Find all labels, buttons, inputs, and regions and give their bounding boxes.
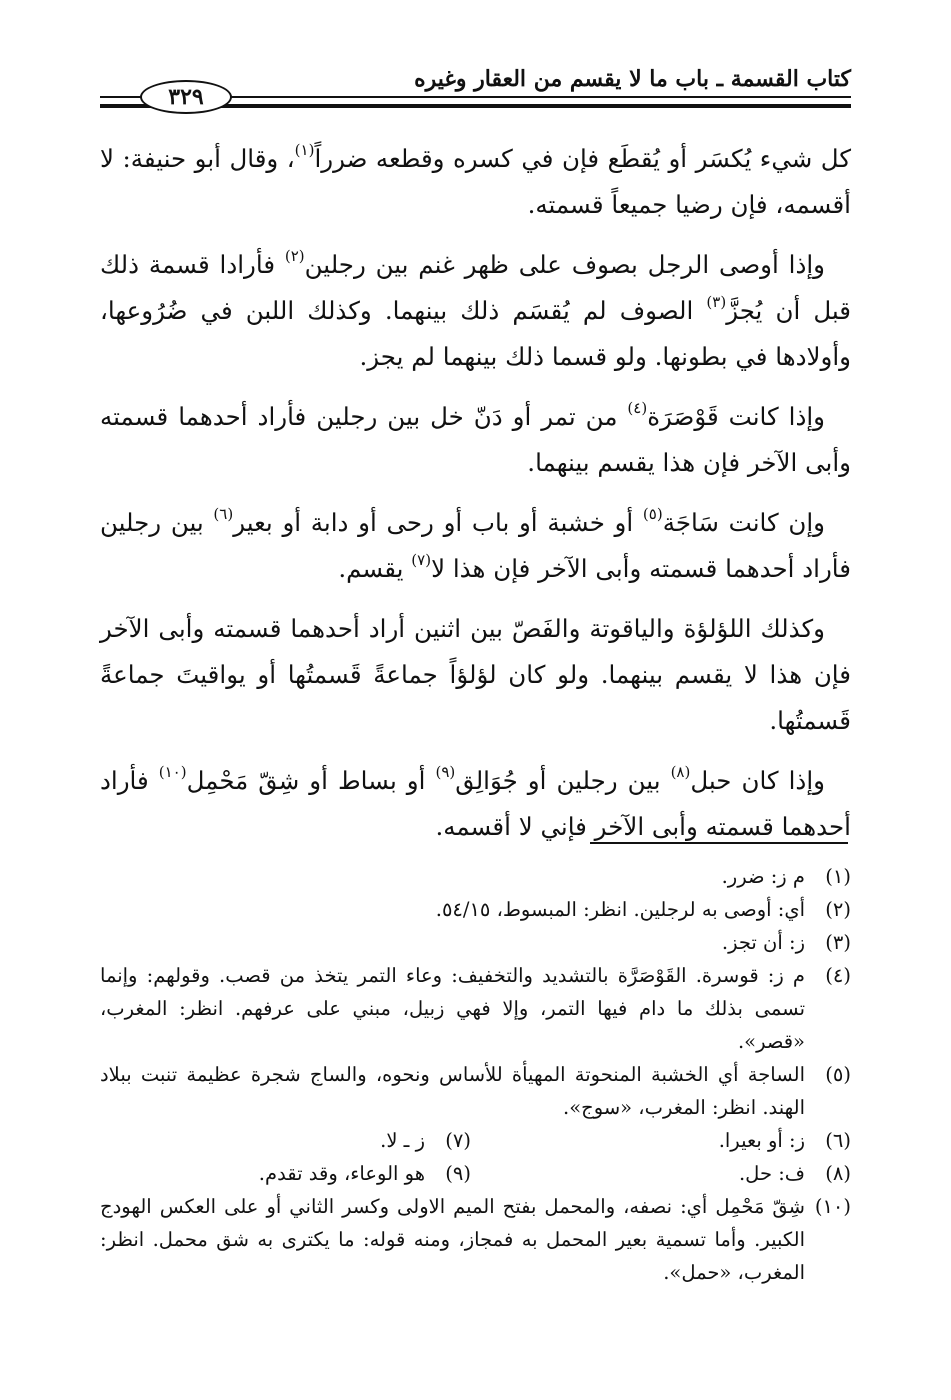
footnote-number: (٩) — [445, 1162, 471, 1185]
footnote-number: (١٠) — [814, 1195, 851, 1218]
footnote-ref-7: (٧) — [411, 551, 432, 569]
footnote-text: هو الوعاء، وقد تقدم. — [258, 1162, 425, 1185]
text-run: وإذا كان حبل — [690, 766, 825, 795]
text-run: وإن كانت سَاجَة — [662, 508, 825, 537]
footnote-ref-8: (٨) — [670, 763, 691, 781]
text-run: يقسم. — [338, 554, 412, 583]
footnote-text: ز: أو بعيرا. — [718, 1129, 805, 1152]
paragraph-5 — [100, 606, 851, 744]
footnote-ref-2: (٢) — [284, 247, 305, 265]
footnote-text: ف: حل. — [738, 1162, 805, 1185]
footnote-5 — [100, 1058, 851, 1124]
paragraph-3 — [100, 394, 851, 486]
footnote-ref-4: (٤) — [627, 399, 648, 417]
footnote-text: ز ـ لا. — [380, 1129, 425, 1152]
footnote-7 — [380, 1124, 471, 1157]
text-run: وكذلك اللؤلؤة والياقوتة والفَصّ بين اثنين أراد أحدهما قسمته وأبى الآخر فإن هذا لا يقسم بينهما. ولو كان لؤلؤاً جماعةً قَسمتُها أو يواقيتَ جماعةً قَسمتُها. — [100, 614, 851, 735]
footnote-row-8-9 — [100, 1157, 851, 1190]
footnote-ref-6: (٦) — [213, 505, 234, 523]
text-run: أو خشبة أو باب أو رحى أو دابة أو بعير — [233, 508, 643, 537]
text-run: الصوف لم يُقسَم ذلك بينهما. وكذلك اللبن في ضُرُوعها، وأولادها في بطونها. ولو قسما ذلك بينهما لم يجز. — [100, 296, 851, 371]
page-number: ٣٢٩ — [168, 84, 204, 110]
footnote-text: ز: أن تجز. — [721, 931, 805, 954]
footnote-number: (٤) — [825, 964, 851, 987]
paragraph-4 — [100, 500, 851, 592]
paragraph-6 — [100, 758, 851, 850]
footnote-number: (٦) — [825, 1129, 851, 1152]
footnote-ref-9: (٩) — [435, 763, 456, 781]
footnote-8 — [471, 1157, 851, 1190]
page-number-badge — [140, 80, 232, 114]
footnote-row-6-7 — [100, 1124, 851, 1157]
paragraph-1 — [100, 136, 851, 228]
body-text — [100, 136, 851, 864]
text-run: ، وقال أبو حنيفة: لا أقسمه، فإن رضيا جميعاً قسمته. — [100, 144, 851, 219]
footnote-ref-10: (١٠) — [158, 763, 187, 781]
footnote-number: (٧) — [445, 1129, 471, 1152]
footnote-text: م ز: قوسرة. القَوْصَرَّة بالتشديد والتخفيف: وعاء التمر يتخذ من قصب. وقولهم: وإنما تسمى بذلك ما دام فيها التمر، وإلا فهي زبيل، مبني على عرفهم. انظر: المغرب، «قصر». — [100, 964, 805, 1053]
footnote-number: (٣) — [825, 931, 851, 954]
text-run: بين رجلين أو جُوَالِق — [455, 766, 671, 795]
footnote-text: أي: أوصى به لرجلين. انظر: المبسوط، ٥٤/١٥. — [435, 898, 805, 921]
footnote-2 — [100, 893, 851, 926]
text-run: وإذا أوصى الرجل بصوف على ظهر غنم بين رجلين — [304, 250, 825, 279]
running-title: كتاب القسمة ـ باب ما لا يقسم من العقار وغيره — [414, 66, 851, 92]
paragraph-2 — [100, 242, 851, 380]
footnote-ref-5: (٥) — [642, 505, 663, 523]
footnote-number: (١) — [825, 865, 851, 888]
footnote-text: شِقّ مَحْمِل أي: نصفه، والمحمل بفتح الميم الاولى وكسر الثاني أو على العكس الهودج الكبير. وأما تسمية بعير المحمل به فمجاز، ومنه قوله: ما يكترى به شق محمل. انظر: المغرب، «حمل». — [100, 1195, 805, 1284]
text-run: فأراد أحدهما قسمته وأبى الآخر فإني لا أقسمه. — [100, 766, 851, 841]
footnote-text: م ز: ضرر. — [721, 865, 805, 888]
footnote-9 — [259, 1157, 471, 1190]
footnote-separator — [590, 842, 848, 844]
footnote-ref-1: (١) — [294, 141, 315, 159]
footnotes — [100, 860, 851, 1289]
text-run: كل شيء يُكسَر أو يُقطَع فإن في كسره وقطعه ضرراً — [314, 144, 851, 173]
footnote-ref-3: (٣) — [706, 293, 727, 311]
footnote-3 — [100, 926, 851, 959]
footnote-10 — [100, 1190, 851, 1289]
text-run: وإذا كانت قَوْصَرَة — [647, 402, 826, 431]
footnote-4 — [100, 959, 851, 1058]
text-run: بين رجلين فأراد أحدهما قسمته وأبى الآخر فإن هذا لا — [100, 508, 851, 583]
footnote-number: (٥) — [825, 1063, 851, 1086]
text-run: فأرادا قسمة ذلك قبل أن يُجزَّ — [100, 250, 852, 325]
footnote-number: (٨) — [825, 1162, 851, 1185]
footnote-6 — [471, 1124, 851, 1157]
footnote-1 — [100, 860, 851, 893]
text-run: من تمر أو دَنّ خل بين رجلين فأراد أحدهما قسمته وأبى الآخر فإن هذا يقسم بينهما. — [100, 402, 851, 477]
footnote-number: (٢) — [825, 898, 851, 921]
text-run: أو بساط أو شِقّ مَحْمِل — [186, 766, 436, 795]
footnote-text: الساجة أي الخشبة المنحوتة المهيأة للأساس ونحوه، والساج شجرة عظيمة تنبت ببلاد الهند. انظر: المغرب، «سوج». — [100, 1063, 805, 1119]
